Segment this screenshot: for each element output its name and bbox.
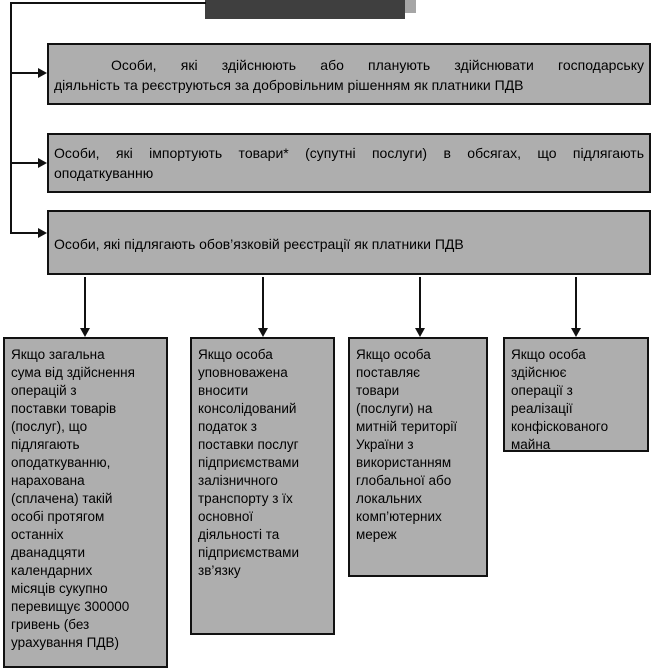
- text-line: оподаткуванню,: [11, 455, 111, 470]
- box-confiscated-property: [503, 337, 649, 452]
- text-line: вносити: [198, 383, 249, 398]
- arrow-down-icon: [258, 328, 268, 337]
- arrow-down-icon: [415, 328, 425, 337]
- text-line: перевищує 300000: [11, 599, 130, 614]
- text-line: підлягають: [11, 437, 80, 452]
- text-line: використанням: [356, 455, 452, 470]
- text-line: майна: [511, 437, 551, 452]
- arrow-right-icon: [38, 158, 47, 168]
- title-box-shadow: [405, 0, 416, 13]
- text-line: поставки товарів: [11, 401, 117, 416]
- connector-branch-line: [10, 232, 39, 234]
- text-line: глобальної або: [356, 473, 452, 488]
- box-voluntary-registration: [47, 43, 651, 105]
- text-line: операцій з: [11, 383, 77, 398]
- text-line: (сплачена) такій: [11, 491, 113, 506]
- text-line: митній території: [356, 419, 458, 434]
- text-line: підприємствами: [198, 455, 299, 470]
- text-line: останніх: [11, 527, 64, 542]
- text-line: підприємствами: [198, 545, 299, 560]
- text-line: Якщо особа: [198, 347, 273, 362]
- text-line: Якщо особа: [356, 347, 431, 362]
- text-line: зв’язку: [198, 563, 241, 578]
- box-threshold-300000: [3, 337, 168, 668]
- text-line: поставки послуг: [198, 437, 299, 452]
- text-line: урахування ПДВ): [11, 635, 119, 650]
- text-line: залізничного: [198, 473, 278, 488]
- text-line: консолідований: [198, 401, 297, 416]
- text-line: сума від здійснення: [11, 365, 135, 380]
- text-line: (послуг), що: [11, 419, 88, 434]
- box-computer-networks-supply: [348, 337, 488, 577]
- text-line: податок з: [198, 419, 257, 434]
- text-line: локальних: [356, 491, 422, 506]
- connector-down-line: [262, 277, 264, 329]
- text-line: гривень (без: [11, 617, 90, 632]
- text-line: місяців сукупно: [11, 581, 108, 596]
- connector-down-line: [419, 277, 421, 329]
- text-line: Якщо особа: [511, 347, 586, 362]
- text-line: України з: [356, 437, 414, 452]
- text-line: мереж: [356, 527, 397, 542]
- text-line: здійснює: [511, 365, 567, 380]
- connector-trunk-line: [10, 2, 12, 234]
- text-line: діяльність та реєструються за добровільним рішенням як платники ПДВ: [54, 77, 524, 93]
- arrow-down-icon: [80, 328, 90, 337]
- connector-branch-line: [10, 162, 39, 164]
- text-line: Особи, які імпортують товари* (супутні послуги) в обсягах, що підлягають: [54, 145, 644, 161]
- connector-down-line: [84, 277, 86, 329]
- title-box: [205, 0, 405, 19]
- text-line: уповноважена: [198, 365, 288, 380]
- text-line: товари: [356, 383, 400, 398]
- text-line: діяльності та: [198, 527, 280, 542]
- text-line: операції з: [511, 383, 573, 398]
- text-line: реалізації: [511, 401, 573, 416]
- box-mandatory-registration: [47, 210, 651, 275]
- text-line: дванадцяти: [11, 545, 86, 560]
- text-line: Особи, які здійснюють або планують здійснювати господарську: [111, 57, 644, 73]
- arrow-down-icon: [571, 328, 581, 337]
- text-line: Якщо загальна: [11, 347, 105, 362]
- text-line: особі протягом: [11, 509, 105, 524]
- arrow-right-icon: [38, 68, 47, 78]
- arrow-right-icon: [38, 228, 47, 238]
- text-line: поставляє: [356, 365, 421, 380]
- connector-branch-line: [10, 72, 39, 74]
- text-line: (послуги) на: [356, 401, 433, 416]
- text-line: транспорту з їх: [198, 491, 293, 506]
- connector-top-line: [10, 2, 206, 4]
- connector-down-line: [575, 277, 577, 329]
- text-line: нарахована: [11, 473, 85, 488]
- box-consolidated-tax: [190, 337, 335, 635]
- text-line: основної: [198, 509, 254, 524]
- text-line: Особи, які підлягають обов’язковій реєстрації як платники ПДВ: [54, 236, 464, 252]
- text-line: комп’ютерних: [356, 509, 442, 524]
- text-line: оподаткуванню: [54, 165, 154, 181]
- text-line: календарних: [11, 563, 93, 578]
- text-line: конфіскованого: [511, 419, 609, 434]
- box-importers: [47, 133, 651, 193]
